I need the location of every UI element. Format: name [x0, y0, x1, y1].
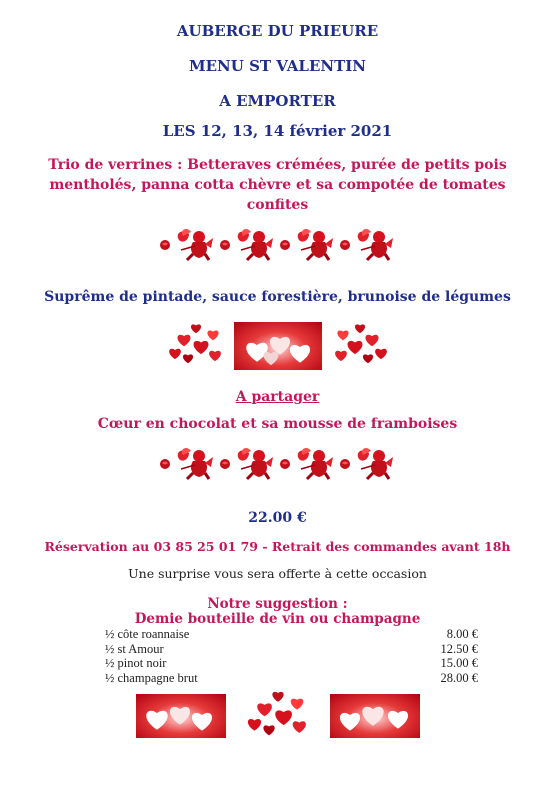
- cupid-icon: [355, 228, 395, 262]
- wine-name: ½ st Amour: [105, 641, 164, 656]
- wine-price: 15.00 €: [440, 656, 478, 670]
- hearts-cluster-icon: [240, 688, 316, 744]
- wine-price: 28.00 €: [440, 670, 478, 685]
- list-item: [105, 656, 478, 671]
- cupid-icon: [175, 228, 215, 262]
- surprise-note: Une surprise vous sera offerte à cette occasion: [128, 566, 427, 581]
- rose-icon: [218, 457, 232, 471]
- wine-name: ½ pinot noir: [105, 656, 167, 670]
- starter-line-2: mentholés, panna cotta chèvre et sa compotée de tomates: [49, 177, 506, 193]
- wine-name: ½ champagne brut: [105, 670, 198, 685]
- suggestion-subtitle: Demie bouteille de vin ou champagne: [134, 611, 421, 627]
- cupid-divider-1: [0, 228, 555, 262]
- wine-price: 8.00 €: [446, 627, 478, 641]
- reservation-info: Réservation au 03 85 25 01 79 - Retrait des commandes avant 18h: [44, 539, 511, 554]
- rose-icon: [278, 457, 292, 471]
- starter-line-1: Trio de verrines : Betteraves crémées, purée de petits pois: [48, 157, 507, 173]
- menu-price: 22.00 €: [248, 510, 307, 526]
- suggestion-title: Notre suggestion :: [207, 596, 348, 612]
- rose-icon: [278, 238, 292, 252]
- wine-price-list: [105, 627, 478, 685]
- dessert-name: Cœur en chocolat et sa mousse de framboises: [97, 416, 458, 432]
- hearts-cluster-icon: [330, 321, 390, 371]
- rose-icon: [338, 457, 352, 471]
- wine-name: ½ côte roannaise: [105, 627, 190, 641]
- hearts-image: [136, 694, 226, 738]
- cupid-icon: [235, 228, 275, 262]
- dates: LES 12, 13, 14 février 2021: [162, 122, 393, 140]
- takeaway-label: A EMPORTER: [219, 92, 336, 110]
- hearts-divider-1: [0, 318, 555, 374]
- main-course: Suprême de pintade, sauce forestière, brunoise de légumes: [44, 289, 511, 305]
- cupid-icon: [295, 447, 335, 481]
- hearts-divider-2: [0, 688, 555, 744]
- list-item: [105, 627, 478, 642]
- list-item: [105, 671, 478, 686]
- starter-line-3: confites: [246, 197, 309, 213]
- rose-icon: [158, 238, 172, 252]
- hearts-image: [234, 322, 322, 370]
- wine-price: 12.50 €: [440, 641, 478, 656]
- rose-icon: [218, 238, 232, 252]
- list-item: [105, 642, 478, 657]
- cupid-divider-2: [0, 447, 555, 481]
- hearts-image: [330, 694, 420, 738]
- share-label: A partager: [235, 389, 320, 405]
- cupid-icon: [295, 228, 335, 262]
- menu-title: MENU ST VALENTIN: [189, 57, 366, 75]
- cupid-icon: [235, 447, 275, 481]
- rose-icon: [158, 457, 172, 471]
- cupid-icon: [355, 447, 395, 481]
- restaurant-name: AUBERGE DU PRIEURE: [176, 22, 379, 40]
- cupid-icon: [175, 447, 215, 481]
- rose-icon: [338, 238, 352, 252]
- hearts-cluster-icon: [166, 321, 226, 371]
